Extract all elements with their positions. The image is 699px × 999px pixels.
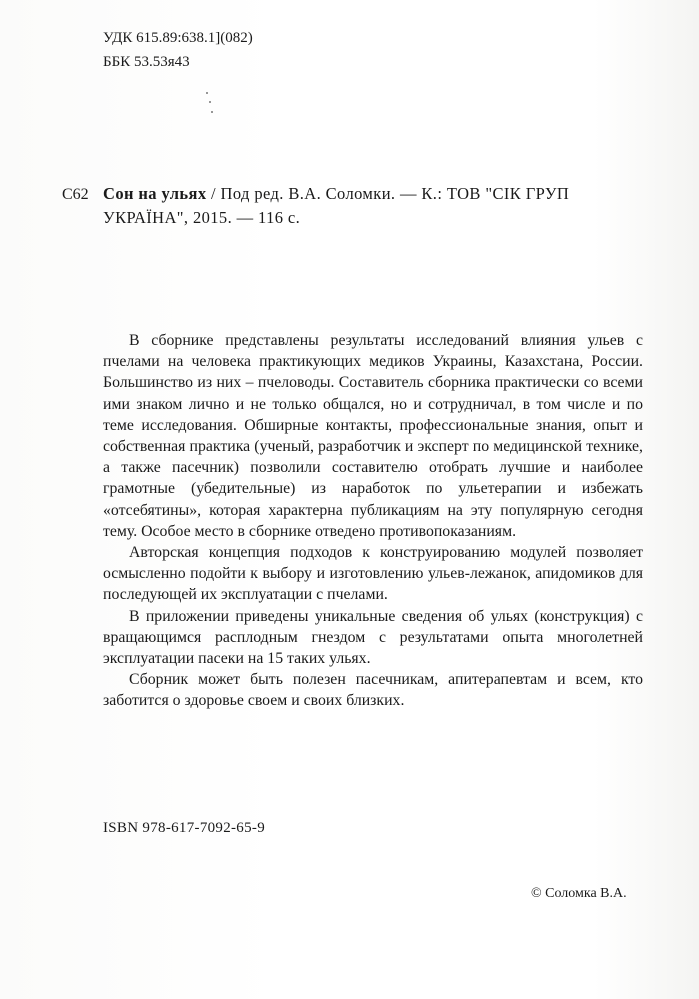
bibliographic-record: [103, 182, 643, 230]
print-speck: [206, 92, 208, 94]
abstract-paragraph: Авторская концепция подходов к конструированию модулей позволяет осмысленно подойти к выбору и изготовлению ульев-лежанок, апидомиков для последующей их эксплуатации с пчелами.: [103, 544, 643, 604]
bibliographic-details: / Под ред. В.А. Соломки. — К.: ТОВ "СІК ГРУП УКРАЇНА", 2015. — 116 с.: [103, 184, 570, 227]
catalog-code: С62: [62, 186, 89, 203]
print-speck: [211, 111, 213, 113]
abstract-paragraph: В приложении приведены уникальные сведения об ульях (конструкция) с вращающимся расплодным гнездом с результатами опыта многолетней эксплуатации пасеки на 15 таких ульях.: [103, 607, 643, 668]
abstract: [103, 330, 643, 712]
bbk-line: ББК 53.53я43: [103, 54, 190, 70]
isbn: ISBN 978-617-7092-65-9: [103, 820, 266, 836]
udk-line: УДК 615.89:638.1](082): [103, 30, 253, 46]
classification-block: [103, 26, 253, 74]
abstract-paragraph: В сборнике представлены результаты исследований влияния ульев с пчелами на человека практикующих медиков Украины, Казахстана, России. Большинство из них – пчеловоды. Составитель сборника практически со всеми ими знаком лично и не только общался, но и сотрудничал, в том числе и по теме исследования. Обширные контакты, профессиональные знания, опыт и собственная практика (ученый, разработчик и эксперт по медицинской технике, а также пасечник) позволили составителю отобрать лучшие и наиболее грамотные (убедительные) из наработок по ульетерапии и избежать «отсебятины», которая характерна публикациям на эту популярную сегодня тему. Особое место в сборнике отведено противопоказаниям.: [103, 332, 643, 540]
copyright: © Соломка В.А.: [531, 886, 627, 901]
book-title: Сон на ульях: [103, 184, 207, 203]
abstract-paragraph: Сборник может быть полезен пасечникам, апитерапевтам и всем, кто заботится о здоровье своем и своих близких.: [103, 671, 643, 710]
print-speck: [209, 101, 211, 103]
